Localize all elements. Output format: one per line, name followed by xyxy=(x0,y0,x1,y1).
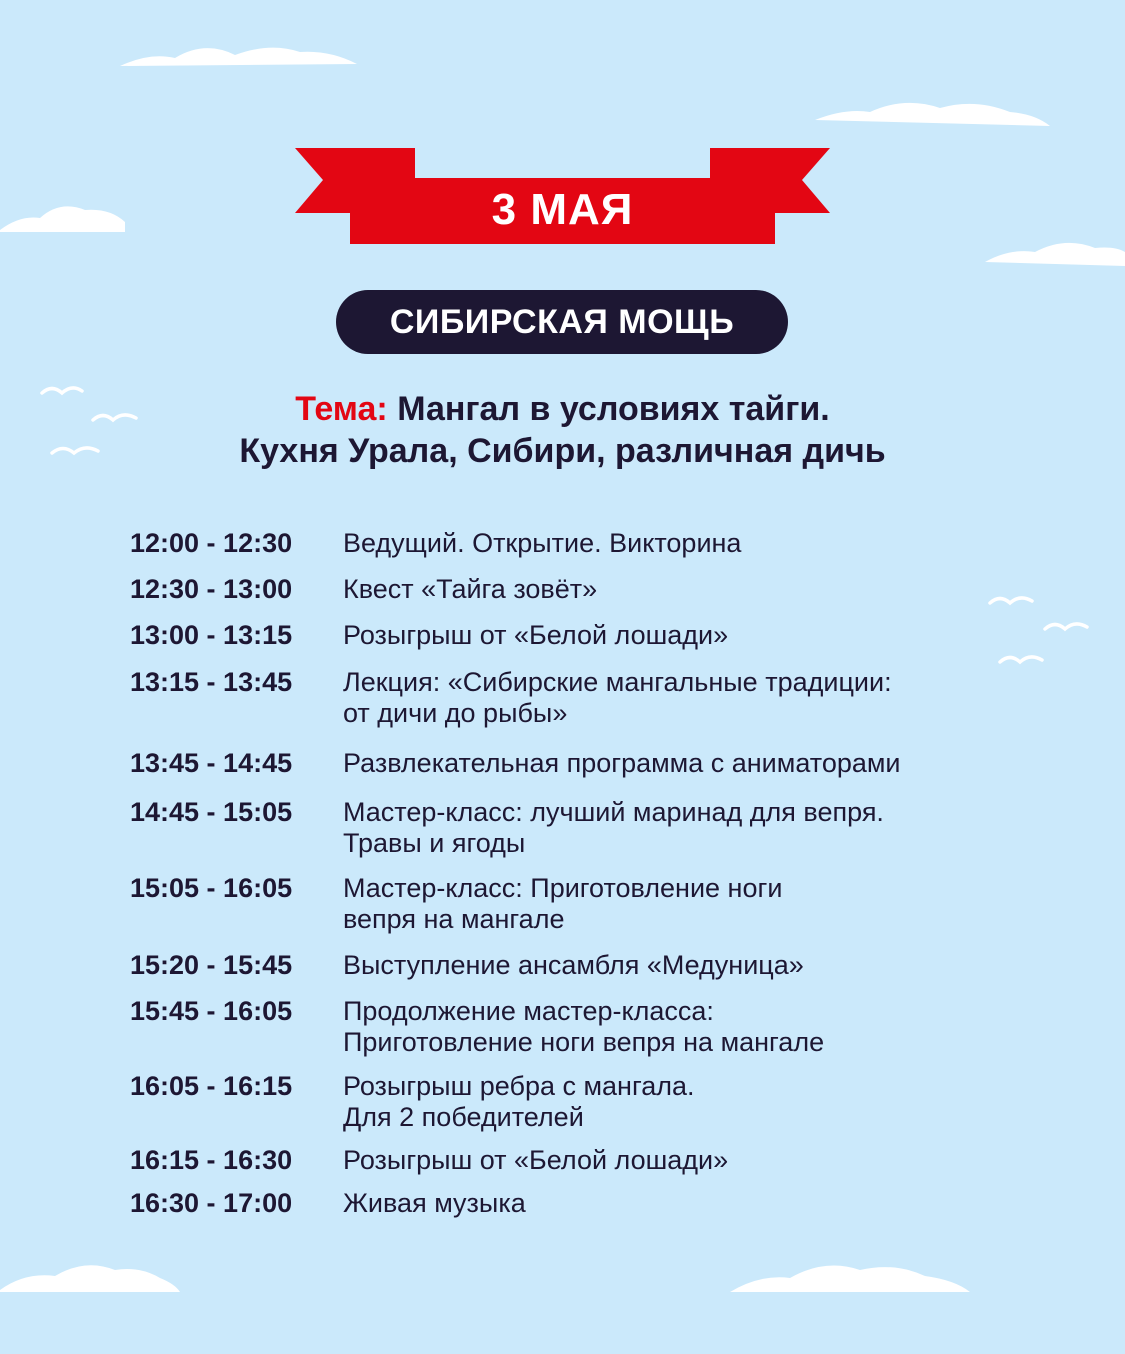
schedule-description-line: Для 2 победителей xyxy=(343,1102,584,1132)
schedule-time: 13:45 - 14:45 xyxy=(130,748,293,778)
schedule-description-line: вепря на мангале xyxy=(343,904,565,934)
schedule-description-line: Квест «Тайга зовёт» xyxy=(343,574,598,604)
schedule-time: 15:05 - 16:05 xyxy=(130,873,293,903)
schedule-description xyxy=(343,950,1043,981)
schedule-description xyxy=(343,996,1043,1058)
schedule-time: 12:30 - 13:00 xyxy=(130,574,293,604)
schedule-description xyxy=(343,620,1043,651)
schedule-time: 12:00 - 12:30 xyxy=(130,528,293,558)
schedule-description xyxy=(343,528,1043,559)
schedule-description-line: Розыгрыш ребра с мангала. xyxy=(343,1071,695,1101)
schedule-description-line: Травы и ягоды xyxy=(343,828,526,858)
schedule-time: 13:00 - 13:15 xyxy=(130,620,293,650)
schedule-description-line: Живая музыка xyxy=(343,1188,526,1218)
schedule-description xyxy=(343,797,1043,859)
schedule-time: 16:15 - 16:30 xyxy=(130,1145,293,1175)
schedule-description-line: Розыгрыш от «Белой лошади» xyxy=(343,1145,729,1175)
theme-label: Тема: xyxy=(295,390,388,428)
schedule-description xyxy=(343,574,1043,605)
schedule-description-line: Развлекательная программа с аниматорами xyxy=(343,748,901,778)
schedule-time: 14:45 - 15:05 xyxy=(130,797,293,827)
schedule-description-line: Мастер-класс: лучший маринад для вепря. xyxy=(343,797,884,827)
schedule-time: 15:20 - 15:45 xyxy=(130,950,293,980)
date-label: 3 МАЯ xyxy=(491,185,634,234)
schedule-description-line: Приготовление ноги вепря на мангале xyxy=(343,1027,825,1057)
schedule-description-line: Выступление ансамбля «Медуница» xyxy=(343,950,804,980)
schedule-time: 16:30 - 17:00 xyxy=(130,1188,293,1218)
schedule-time: 13:15 - 13:45 xyxy=(130,667,293,697)
schedule-description xyxy=(343,1188,1043,1219)
schedule-time: 16:05 - 16:15 xyxy=(130,1071,293,1101)
theme-text-2: Кухня Урала, Сибири, различная дичь xyxy=(239,432,886,470)
schedule-description xyxy=(343,1145,1043,1176)
schedule-description-line: Ведущий. Открытие. Викторина xyxy=(343,528,742,558)
schedule-description-line: от дичи до рыбы» xyxy=(343,698,568,728)
schedule-description-line: Продолжение мастер-класса: xyxy=(343,996,714,1026)
schedule-description xyxy=(343,873,1043,935)
event-title: СИБИРСКАЯ МОЩЬ xyxy=(336,290,788,354)
schedule-description xyxy=(343,1071,1043,1133)
schedule-time: 15:45 - 16:05 xyxy=(130,996,293,1026)
schedule-description xyxy=(343,748,1043,779)
schedule-description xyxy=(343,667,1043,729)
schedule-description-line: Мастер-класс: Приготовление ноги xyxy=(343,873,783,903)
theme-text-1: Мангал в условиях тайги. xyxy=(397,390,830,428)
schedule-description-line: Розыгрыш от «Белой лошади» xyxy=(343,620,729,650)
schedule-description-line: Лекция: «Сибирские мангальные традиции: xyxy=(343,667,892,697)
